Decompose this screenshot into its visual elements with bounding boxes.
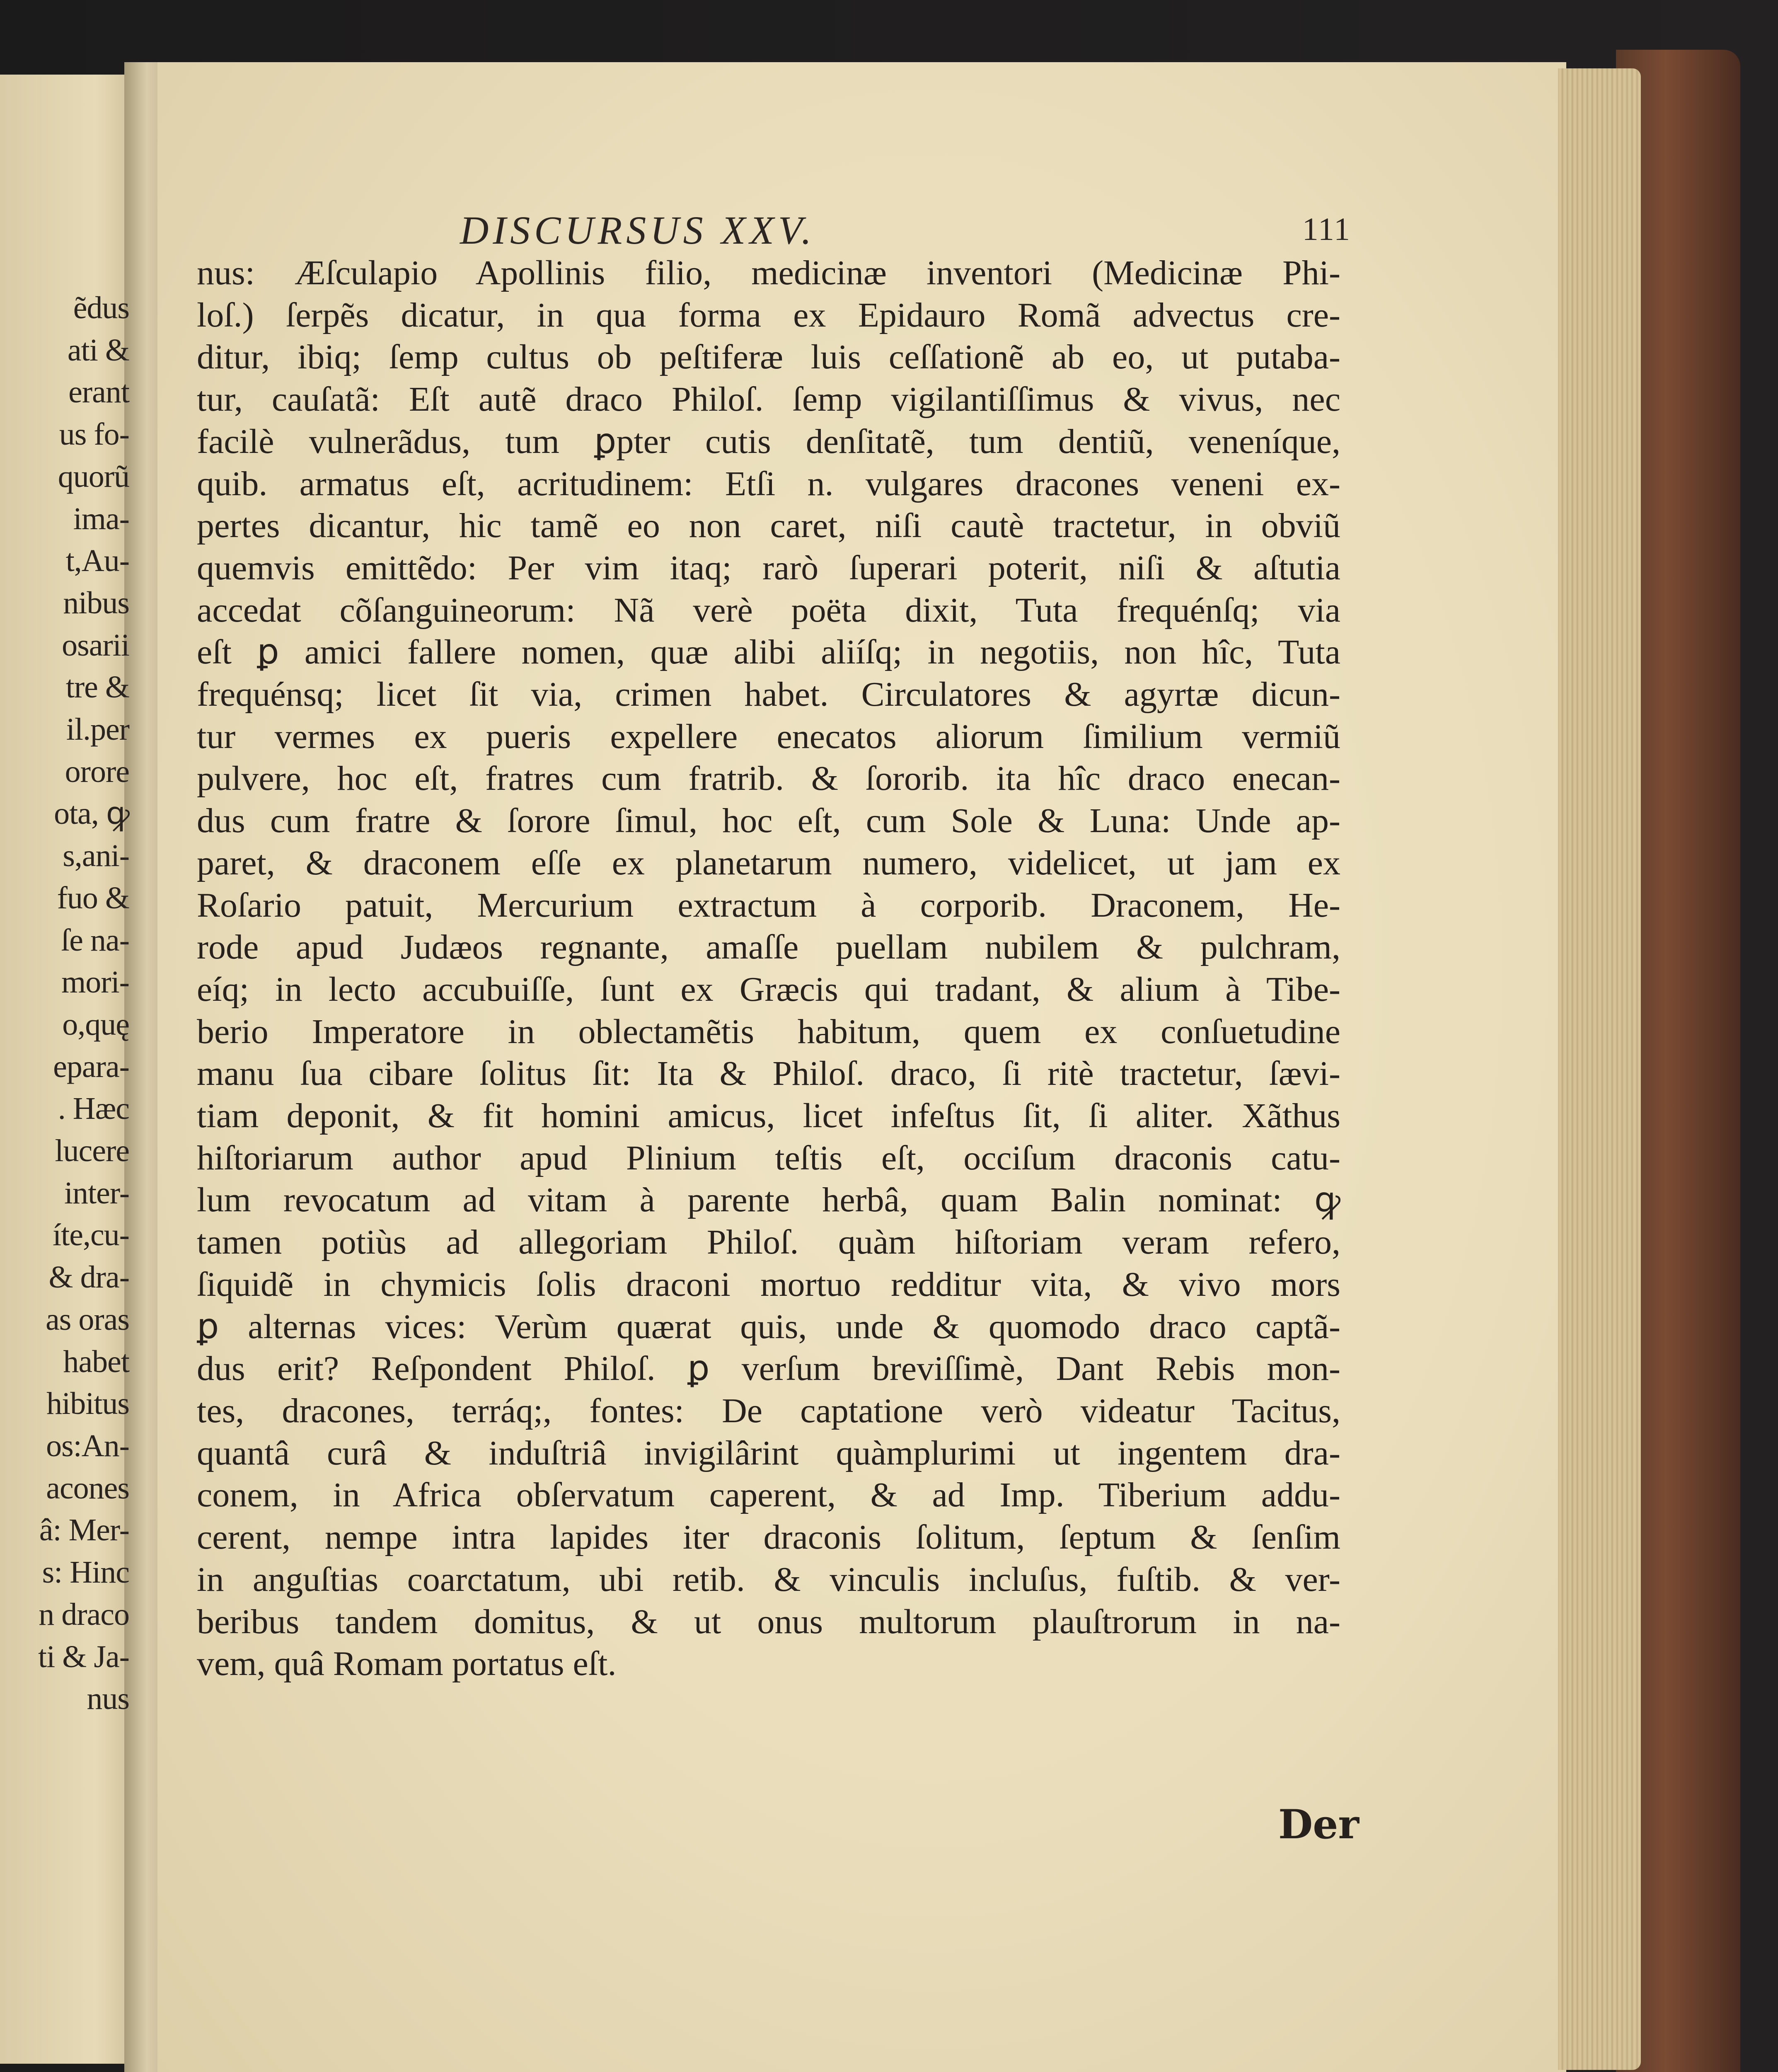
left-fragment-line: lucere xyxy=(55,1133,129,1169)
left-fragment-line: osarii xyxy=(62,627,129,663)
text-line: tes, dracones, terráq;, fontes: De captatione verò videatur Tacitus, xyxy=(197,1391,1340,1430)
text-line: dus erit? Reſpondent Philoſ. ꝑ verſum breviſſimè, Dant Rebis mon- xyxy=(197,1349,1340,1388)
text-line: lum revocatum ad vitam à parente herbâ, quam Balin nominat: ꝙ xyxy=(197,1181,1340,1220)
left-fragment-line: ẽdus xyxy=(73,290,129,325)
left-fragment-line: hibitus xyxy=(46,1386,129,1421)
page-number: 111 xyxy=(1302,211,1351,247)
text-line: in anguſtias coarctatum, ubi retib. & vinculis incluſus, fuſtib. & ver- xyxy=(197,1560,1340,1599)
left-fragment-line: t,Au- xyxy=(65,543,129,579)
text-line: tiam deponit, & fit homini amicus, licet infeſtus ſit, ſi aliter. Xãthus xyxy=(197,1097,1340,1135)
left-fragment-line: orore xyxy=(65,754,129,789)
left-fragment-line: nibus xyxy=(63,585,129,620)
left-fragment-line: n draco xyxy=(39,1597,129,1632)
left-fragment-line: & dra- xyxy=(48,1260,129,1295)
text-line: frequénsq; licet ſit via, crimen habet. Circulatores & agyrtæ dicun- xyxy=(197,675,1340,714)
text-line: eíq; in lecto accubuiſſe, ſunt ex Græcis qui tradant, & alium à Tibe- xyxy=(197,970,1340,1009)
running-title: DISCURSUS XXV. xyxy=(460,208,816,252)
text-line: quemvis emittẽdo: Per vim itaq; rarò ſuperari poterit, niſi & aſtutia xyxy=(197,548,1340,587)
text-line: vem, quâ Romam portatus eſt. xyxy=(197,1644,617,1683)
text-line: ꝑ alternas vices: Verùm quærat quis, unde & quomodo draco captã- xyxy=(197,1307,1340,1346)
text-line: ditur, ibiq; ſemp cultus ob peſtiferæ luis ceſſationẽ ab eo, ut putaba- xyxy=(197,338,1340,377)
left-fragment-line: ſe na- xyxy=(61,922,129,958)
text-line: ſiquidẽ in chymicis ſolis draconi mortuo redditur vita, & vivo mors xyxy=(197,1265,1340,1304)
text-line: pertes dicantur, hic tamẽ eo non caret, niſi cautè tractetur, in obviũ xyxy=(197,506,1340,545)
text-line: eſt ꝑ amici fallere nomen, quæ alibi aliíſq; in negotiis, non hîc, Tuta xyxy=(197,633,1340,672)
left-fragment-line: s,ani- xyxy=(63,838,129,874)
left-fragment-line: â: Mer- xyxy=(39,1513,129,1548)
left-fragment-line: inter- xyxy=(64,1175,129,1210)
text-line: accedat cõſanguineorum: Nã verè poëta dixit, Tuta frequénſq; via xyxy=(197,591,1340,629)
text-line: loſ.) ſerpẽs dicatur, in qua forma ex Epidauro Romã advectus cre- xyxy=(197,295,1340,334)
text-line: dus cum fratre & ſorore ſimul, hoc eſt, cum Sole & Luna: Unde ap- xyxy=(197,801,1340,840)
text-line: beribus tandem domitus, & ut onus multorum plauſtrorum in na- xyxy=(197,1602,1340,1641)
text-line: quantâ curâ & induſtriâ invigilârint quàmplurimi ut ingentem dra- xyxy=(197,1433,1340,1472)
left-fragment-line: ima- xyxy=(73,501,129,536)
left-fragment-line: habet xyxy=(63,1344,129,1379)
text-line: Roſario patuit, Mercurium extractum à corporib. Draconem, He- xyxy=(197,886,1340,925)
left-fragment-line: acones xyxy=(46,1470,129,1506)
left-fragment-line: fuo & xyxy=(57,880,129,915)
text-line: paret, & draconem eſſe ex planetarum numero, videlicet, ut jam ex xyxy=(197,843,1340,882)
left-fragment-line: erant xyxy=(68,375,129,410)
body-text xyxy=(197,252,1340,1685)
left-fragment-line: as oras xyxy=(46,1302,129,1337)
left-fragment-line: o,quę xyxy=(62,1007,129,1042)
text-line: rode apud Judæos regnante, amaſſe puellam nubilem & pulchram, xyxy=(197,928,1340,967)
page-fore-edge xyxy=(1558,68,1641,2070)
running-header xyxy=(423,207,1351,253)
text-line: tur vermes ex pueris expellere enecatos aliorum ſimilium vermiũ xyxy=(197,717,1340,756)
left-fragment-line: quorũ xyxy=(58,459,129,494)
text-line: cerent, nempe intra lapides iter draconis ſolitum, ſeptum & ſenſim xyxy=(197,1518,1340,1557)
left-fragment-line: ti & Ja- xyxy=(38,1639,129,1674)
left-fragment-line: os:An- xyxy=(46,1428,129,1463)
left-fragment-line: s: Hinc xyxy=(42,1555,129,1590)
text-line: berio Imperatore in oblectamẽtis habitum, quem ex conſuetudine xyxy=(197,1012,1340,1051)
left-fragment-line: nus xyxy=(87,1681,129,1716)
catchword: Der xyxy=(1278,1801,1359,1848)
left-page-text-fragments xyxy=(0,287,132,1720)
text-line: hiſtoriarum author apud Plinium teſtis eſt, occiſum draconis catu- xyxy=(197,1138,1340,1177)
left-fragment-line: íte,cu- xyxy=(52,1218,129,1253)
left-fragment-line: il.per xyxy=(66,712,129,747)
left-fragment-line: ati & xyxy=(67,332,129,368)
left-fragment-line: ota, ꝙ xyxy=(54,796,129,831)
left-fragment-line: us fo- xyxy=(59,417,129,452)
text-line: manu ſua cibare ſolitus ſit: Ita & Philoſ. draco, ſi ritè tractetur, ſævi- xyxy=(197,1054,1340,1093)
left-fragment-line: tre & xyxy=(65,670,129,705)
left-fragment-line: epara- xyxy=(53,1049,129,1084)
text-line: facilè vulnerãdus, tum ꝑpter cutis denſitatẽ, tum dentiũ, veneníque, xyxy=(197,422,1340,461)
left-fragment-line: . Hæc xyxy=(58,1091,129,1126)
left-fragment-line: mori- xyxy=(61,965,129,1000)
text-line: tamen potiùs ad allegoriam Philoſ. quàm hiſtoriam veram refero, xyxy=(197,1223,1340,1262)
text-line: conem, in Africa obſervatum caperent, & ad Imp. Tiberium addu- xyxy=(197,1476,1340,1515)
text-line: tur, cauſatã: Eſt autẽ draco Philoſ. ſemp vigilantiſſimus & vivus, nec xyxy=(197,380,1340,419)
text-line: pulvere, hoc eſt, fratres cum fratrib. & ſororib. ita hîc draco enecan- xyxy=(197,759,1340,798)
text-line: quib. armatus eſt, acritudinem: Etſi n. vulgares dracones veneni ex- xyxy=(197,464,1340,503)
text-line: nus: Æſculapio Apollinis filio, medicinæ inventori (Medicinæ Phi- xyxy=(197,254,1340,292)
